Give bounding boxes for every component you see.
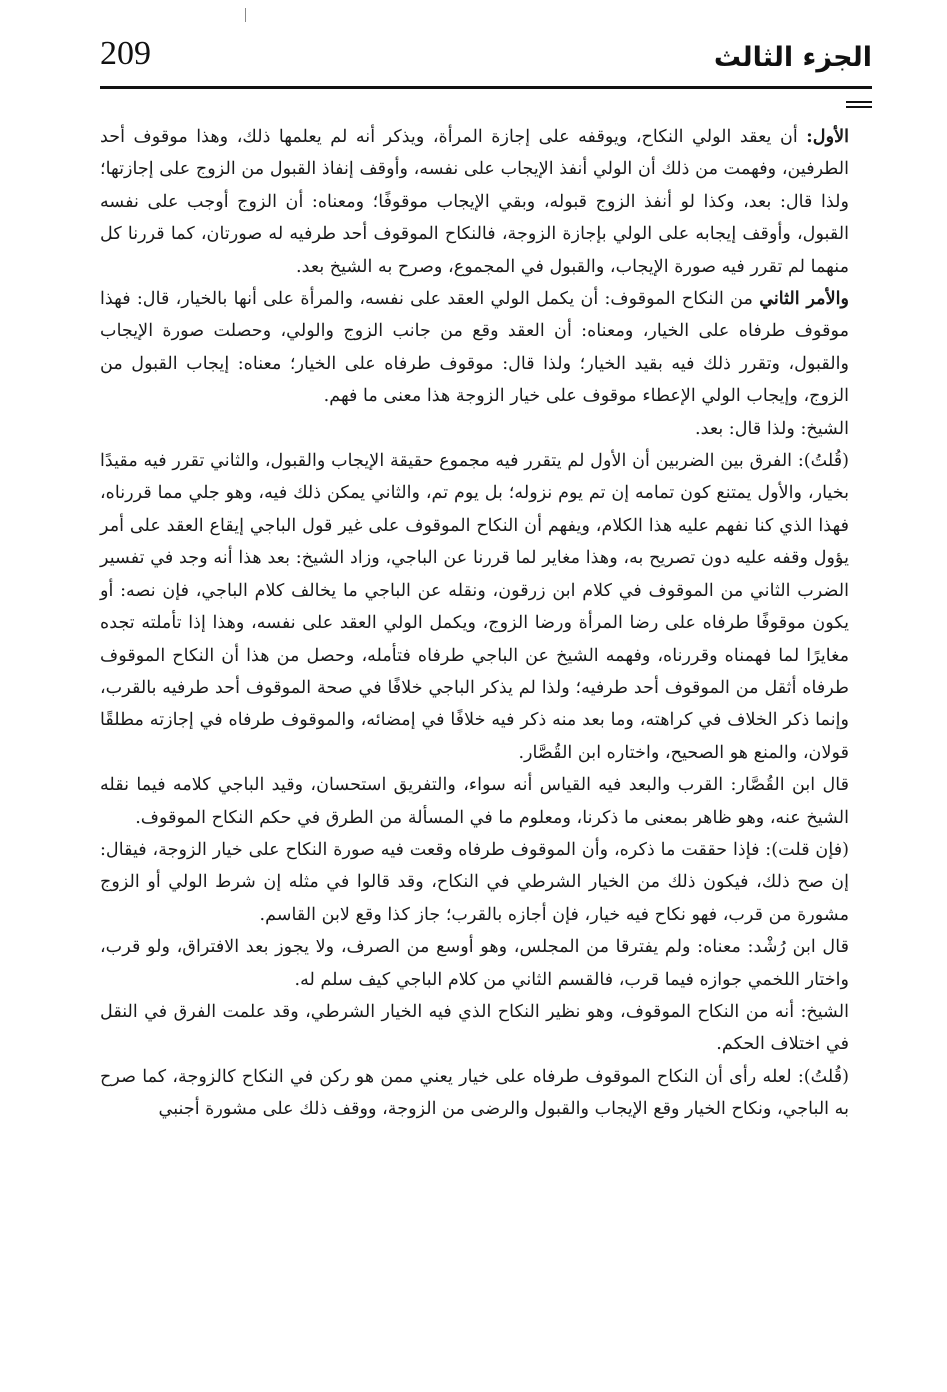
page-header [100, 34, 872, 82]
paragraph-text: قال ابن القُصَّار: القرب والبعد فيه القياس أنه سواء، والتفريق استحسان، وقيد الباجي كلامه فيما نقله الشيخ عنه، وهو ظاهر بمعنى ما ذكرنا، ومعلوم ما في المسألة من الطرق في حكم النكاح الموقوف. [100, 775, 849, 828]
paragraph-text: الشيخ: ولذا قال: بعد. [695, 418, 849, 439]
running-title: الجزء الثالث [713, 42, 872, 73]
paragraph-text: (قُلتُ): الفرق بين الضربين أن الأول لم يتقرر فيه مجموع حقيقة الإيجاب والقبول، والثاني تقرر فيه مقيدًا بخيار، والأول يمتنع كون تمامه إن تم يوم نزوله؛ بل يوم تم، والثاني يمكن ذلك فيه، وهو جلي مما قررناه، فهذا الذي كنا نفهم عليه هذا الكلام، ويفهم أن النكاح الموقوف على غير قول الباجي إيقاع العقد على أمر يؤول وقفه عليه دون تصريح به، وهذا مغاير لما قررنا عن الباجي، وزاد الشيخ: بعد هذا أنه وجد في تفسير الضرب الثاني من الموقوف في كلام ابن زرقون، ونقله عن الباجي ما يخالف كلام الباجي، فإن نصه: أو يكون موقوفًا طرفاه على رضا المرأة ورضا الزوج، ويكمل الولي العقد على نفسه، وهذا إذا تأملته تجده مغايرًا لما فهمناه وقررناه، وفهمه الشيخ عن الباجي طرفاه فتأمله، وحصل من هذا أن النكاح الموقوف طرفاه أثقل من الموقوف أحد طرفيه؛ ولذا لم يذكر الباجي خلافًا في صحة الموقوف أحد طرفيه بالقرب، وإنما ذكر الخلاف في كراهته، وما بعد منه ذكر فيه خلافًا في إمضائه، والموقوف طرفاه في إجازته مطلقًا قولان، والمنع هو الصحيح، واختاره ابن القُصَّار. [100, 451, 849, 763]
header-ornament-line-top [846, 101, 872, 103]
paragraph-text: أن يعقد الولي النكاح، ويوقفه على إجازة المرأة، ويذكر أنه لم يعلمها ذلك، وهذا موقوف أحد الطرفين، وفهمت من ذلك أن الولي أنفذ الإيجاب على نفسه، وأوقف إنفاذ القبول من الزوج على إجازتها؛ ولذا قال: بعد، وكذا لو أنفذ الزوج قبوله، وبقي الإيجاب موقوفًا؛ ومعناه: أن الزوج أوجب على نفسه القبول، وأوقف إيجابه على الولي بإجازة الزوجة، فالنكاح الموقوف أحد طرفيه له صورتان، كما قررنا كل منهما لم تقرر فيه صورة الإيجاب، والقبول في المجموع، وصرح به الشيخ بعد. [100, 127, 849, 277]
paragraph [100, 121, 849, 283]
header-ornament-line-bottom [846, 106, 872, 108]
paragraph [100, 283, 849, 413]
paragraph [100, 769, 849, 834]
paragraph-text: الشيخ: أنه من النكاح الموقوف، وهو نظير النكاح الذي فيه الخيار الشرطي، وقد علمت الفرق في النقل في اختلاف الحكم. [100, 1001, 849, 1055]
paragraph [100, 931, 849, 996]
paragraph-text: (قُلتُ): لعله رأى أن النكاح الموقوف طرفاه على خيار يعني ممن هو ركن في النكاح كالزوجة، كما صرح به الباجي، ونكاح الخيار وقع الإيجاب والقبول والرضى من الزوجة، ووقف ذلك على مشورة أجنبي [100, 1066, 849, 1120]
page-number: 209 [100, 35, 151, 72]
paragraph-text: من النكاح الموقوف: أن يكمل الولي العقد على نفسه، والمرأة على أنها بالخيار، قال: فهذا موقوف طرفاه على الخيار، ومعناه: أن العقد وقع من جانب الزوج والولي، وحصلت صورة الإيجاب والقبول، وتقرر ذلك فيه بقيد الخيار؛ ولذا قال: موقوف طرفاه على الخيار؛ معناه: إيجاب القبول من الزوج، وإيجاب الولي الإعطاء موقوف على خيار الزوجة هذا معنى ما فهم. [100, 289, 849, 407]
paragraph-lead: الأول: [806, 126, 849, 147]
header-rule [100, 86, 872, 89]
paragraph [100, 1061, 849, 1126]
crop-mark [245, 8, 246, 22]
paragraph [100, 834, 849, 931]
paragraph [100, 413, 849, 445]
paragraph-text: (فإن قلت): فإذا حققت ما ذكره، وأن الموقوف طرفاه وقعت فيه صورة النكاح على خيار الزوجة، فيقال: إن صح ذلك، فيكون ذلك من الخيار الشرطي في النكاح، وقد قالوا في مثله إن شرط الولي أو الزوج مشورة من قرب، فهو نكاح فيه خيار، فإن أجازه بالقرب؛ جاز كذا وقع لابن القاسم. [100, 839, 849, 925]
paragraph-lead: والأمر الثاني [759, 288, 850, 310]
paragraph-text: قال ابن رُشْد: معناه: ولم يفترقا من المجلس، وهو أوسع من الصرف، ولا يجوز بعد الافتراق، ولو قرب، واختار اللخمي جوازه فيما قرب، فالقسم الثاني من كلام الباجي كيف سلم له. [100, 937, 849, 990]
body-text [100, 121, 849, 1126]
paragraph [100, 445, 849, 769]
paragraph [100, 996, 849, 1061]
